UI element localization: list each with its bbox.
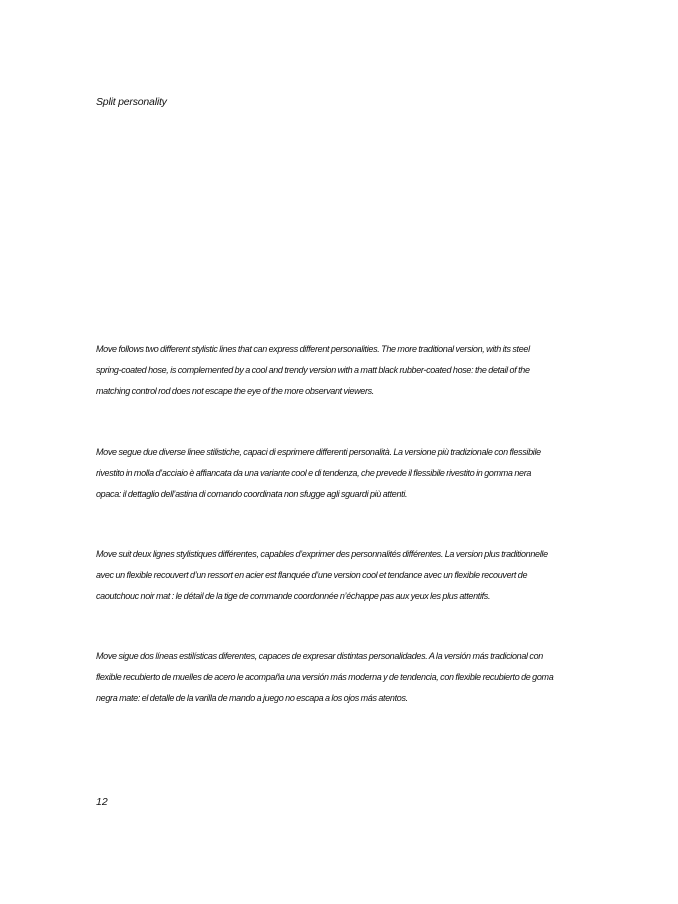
paragraph-italian: Move segue due diverse linee stilistiche, capaci di esprimere differenti personalità. La versione più tradizionale con flessibile rivestito in molla d’acciaio è affiancata da una variante cool e di tendenza, che prevede il flessibile rivestito in gomma nera opaca: il dettaglio dell’astina di comando coordinata non sfugge agli sguardi più attenti. (96, 447, 541, 500)
paragraph-english: Move follows two different stylistic lines that can express different personalities. The more traditional version, with its steel spring-coated hose, is complemented by a cool and trendy version with a matt black rubber-coated hose: the detail of the matching control rod does not escape the eye of the more observant viewers. (96, 344, 530, 397)
paragraph-french: Move suit deux lignes stylistiques différentes, capables d’exprimer des personnalités différentes. La version plus traditionnelle avec un flexible recouvert d’un ressort en acier est flanquée d’une version cool et tendance avec un flexible recouvert de caoutchouc noir mat : le détail de la tige de commande coordonnée n’échappe pas aux yeux les plus attentifs. (96, 549, 548, 602)
page-title: Split personality (96, 96, 167, 108)
paragraph-spanish: Move sigue dos líneas estilísticas diferentes, capaces de expresar distintas personalidades. A la versión más tradicional con flexible recubierto de muelles de acero le acompaña una versión más moderna y de tendencia, con flexible recubierto de goma negra mate: el detalle de la varilla de mando a juego no escapa a los ojos más atentos. (96, 651, 554, 704)
page-number: 12 (96, 796, 108, 808)
